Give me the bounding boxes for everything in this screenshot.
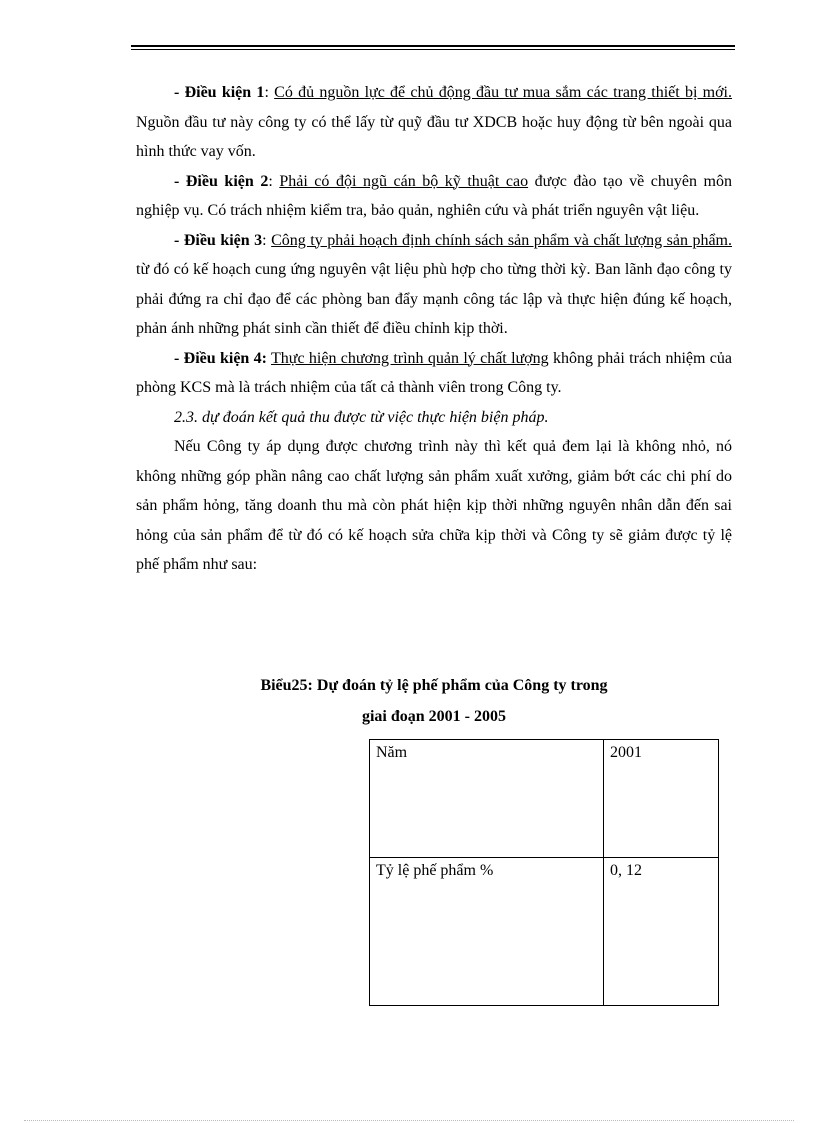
- condition-4: [136, 344, 732, 403]
- condition-3-label: - Điều kiện 3: [174, 231, 263, 249]
- condition-3-text: từ đó có kế hoạch cung ứng nguyên vật liệu phù hợp cho từng thời kỳ. Ban lãnh đạo công ty phải đứng ra chỉ đạo để các phòng ban đẩy mạnh công tác lập và thực hiện đúng kế hoạch, phản ánh những phát sinh cần thiết để điều chỉnh kịp thời.: [136, 261, 732, 337]
- table-cell: 0, 12: [604, 858, 719, 1006]
- condition-3-sep: :: [262, 231, 272, 249]
- table-cell: Tỷ lệ phế phẩm %: [370, 858, 604, 1006]
- condition-3: [136, 226, 732, 344]
- condition-4-underlined: Thực hiện chương trình quản lý chất lượng: [271, 349, 549, 367]
- header-rule-thick: [131, 45, 735, 47]
- condition-1-text: Nguồn đầu tư này công ty có thể lấy từ quỹ đầu tư XDCB hoặc huy động từ bên ngoài qua hình thức vay vốn.: [136, 113, 732, 160]
- condition-2-label: - Điều kiện 2: [174, 172, 269, 190]
- table-cell: 2001: [604, 740, 719, 858]
- condition-2-underlined: Phải có đội ngũ cán bộ kỹ thuật cao: [279, 172, 529, 190]
- condition-2: [136, 167, 732, 226]
- condition-2-text: được đào tạo về chuyên môn nghiệp vụ. Có trách nhiệm kiểm tra, bảo quản, nghiên cứu và phát triển nguyên vật liệu.: [136, 172, 732, 219]
- header-rule-thin: [131, 49, 735, 50]
- table-row: [370, 740, 719, 858]
- condition-1: [136, 78, 732, 167]
- condition-3-underlined: Công ty phải hoạch định chính sách sản phẩm và chất lượng sản phẩm.: [271, 231, 732, 249]
- page-bottom-divider: [24, 1120, 794, 1121]
- table-row: [370, 858, 719, 1006]
- table-caption-line-2: giai đoạn 2001 - 2005: [361, 708, 506, 725]
- table-caption-line-1: Biểu25: Dự đoán tỷ lệ phế phẩm của Công ty trong: [260, 677, 608, 694]
- condition-1-underlined: Có đủ nguồn lực để chủ động đầu tư mua sắm các trang thiết bị mới.: [274, 84, 732, 101]
- table-cell: Năm: [370, 740, 604, 858]
- defect-rate-table: [369, 739, 719, 1006]
- section-heading: 2.3. dự đoán kết quả thu được từ việc thực hiện biện pháp.: [174, 408, 549, 426]
- condition-1-sep: :: [264, 84, 275, 101]
- results-paragraph: Nếu Công ty áp dụng được chương trình này thì kết quả đem lại là không nhỏ, nó không những góp phần nâng cao chất lượng sản phẩm xuất xưởng, giảm bớt các chi phí do sản phẩm hỏng, tăng doanh thu mà còn phát hiện kịp thời những nguyên nhân dẫn đến sai hỏng của sản phẩm để từ đó có kế hoạch sửa chữa kịp thời và Công ty sẽ giảm được tỷ lệ phế phẩm như sau:: [136, 438, 732, 573]
- condition-4-label: - Điều kiện 4:: [174, 349, 267, 367]
- document-body: [136, 78, 732, 580]
- condition-4-text: không phải trách nhiệm của phòng KCS mà là trách nhiệm của tất cả thành viên trong Công ty.: [136, 349, 733, 396]
- condition-2-sep: :: [268, 172, 280, 190]
- condition-1-label: - Điều kiện 1: [174, 84, 265, 101]
